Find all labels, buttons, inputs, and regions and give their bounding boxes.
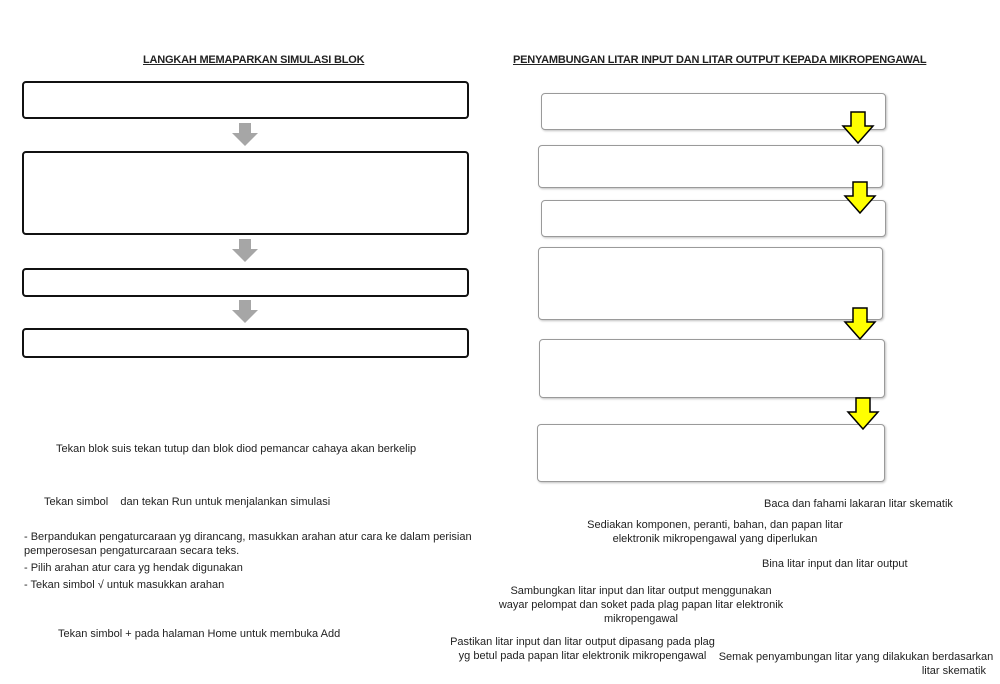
yellow-down-arrow-icon xyxy=(843,307,877,341)
right-drop-box-2[interactable] xyxy=(538,145,883,188)
left-drop-box-1[interactable] xyxy=(22,81,469,119)
left-option-4[interactable]: Tekan simbol + pada halaman Home untuk membuka Add xyxy=(58,628,341,640)
right-option-2-line: Sediakan komponen, peranti, bahan, dan papan litar xyxy=(587,519,843,531)
right-option-4[interactable] xyxy=(496,584,786,626)
left-option-3-line: pemperosesan pengaturcaraan secara teks. xyxy=(24,545,240,557)
left-option-3-line: - Pilih arahan atur cara yg hendak digunakan xyxy=(24,562,243,574)
yellow-down-arrow-icon xyxy=(841,111,875,145)
right-option-4-line: mikropengawal xyxy=(604,613,678,625)
right-drop-box-1[interactable] xyxy=(541,93,886,130)
grey-down-arrow-icon xyxy=(231,300,259,324)
right-drop-box-6[interactable] xyxy=(537,424,885,482)
right-option-3[interactable]: Bina litar input dan litar output xyxy=(762,558,908,570)
right-drop-box-5[interactable] xyxy=(539,339,885,398)
left-drop-box-3[interactable] xyxy=(22,268,469,297)
grey-down-arrow-icon xyxy=(231,123,259,147)
left-heading: LANGKAH MEMAPARKAN SIMULASI BLOK xyxy=(143,54,365,66)
left-option-3-line: - Berpandukan pengaturcaraan yg dirancang, masukkan arahan atur cara ke dalam perisian xyxy=(24,531,472,543)
grey-down-arrow-icon xyxy=(231,239,259,263)
right-heading: PENYAMBUNGAN LITAR INPUT DAN LITAR OUTPUT KEPADA MIKROPENGAWAL xyxy=(513,54,927,66)
left-option-2[interactable]: Tekan simbol dan tekan Run untuk menjalankan simulasi xyxy=(44,496,331,508)
left-option-3[interactable] xyxy=(24,530,472,592)
left-option-3-line: - Tekan simbol √ untuk masukkan arahan xyxy=(24,579,225,591)
right-option-5-line: Pastikan litar input dan litar output dipasang pada plag xyxy=(450,636,715,648)
right-option-5-line: yg betul pada papan litar elektronik mikropengawal xyxy=(458,650,707,662)
right-drop-box-4[interactable] xyxy=(538,247,883,320)
left-drop-box-4[interactable] xyxy=(22,328,469,358)
right-option-4-line: wayar pelompat dan soket pada plag papan litar elektronik xyxy=(498,599,784,611)
right-option-6-line: Semak penyambungan litar yang dilakukan berdasarkan xyxy=(718,651,994,663)
right-option-2-line: elektronik mikropengawal yang diperlukan xyxy=(612,533,818,545)
right-option-1[interactable]: Baca dan fahami lakaran litar skematik xyxy=(764,498,953,510)
right-option-6-line: litar skematik xyxy=(921,665,986,677)
right-option-2[interactable] xyxy=(580,518,850,546)
right-option-4-line: Sambungkan litar input dan litar output menggunakan xyxy=(510,585,772,597)
right-drop-box-3[interactable] xyxy=(541,200,886,237)
yellow-down-arrow-icon xyxy=(843,181,877,215)
right-option-6[interactable] xyxy=(716,650,996,678)
left-drop-box-2[interactable] xyxy=(22,151,469,235)
yellow-down-arrow-icon xyxy=(846,397,880,431)
left-option-1[interactable]: Tekan blok suis tekan tutup dan blok diod pemancar cahaya akan berkelip xyxy=(56,443,417,455)
right-option-5[interactable] xyxy=(440,635,725,663)
